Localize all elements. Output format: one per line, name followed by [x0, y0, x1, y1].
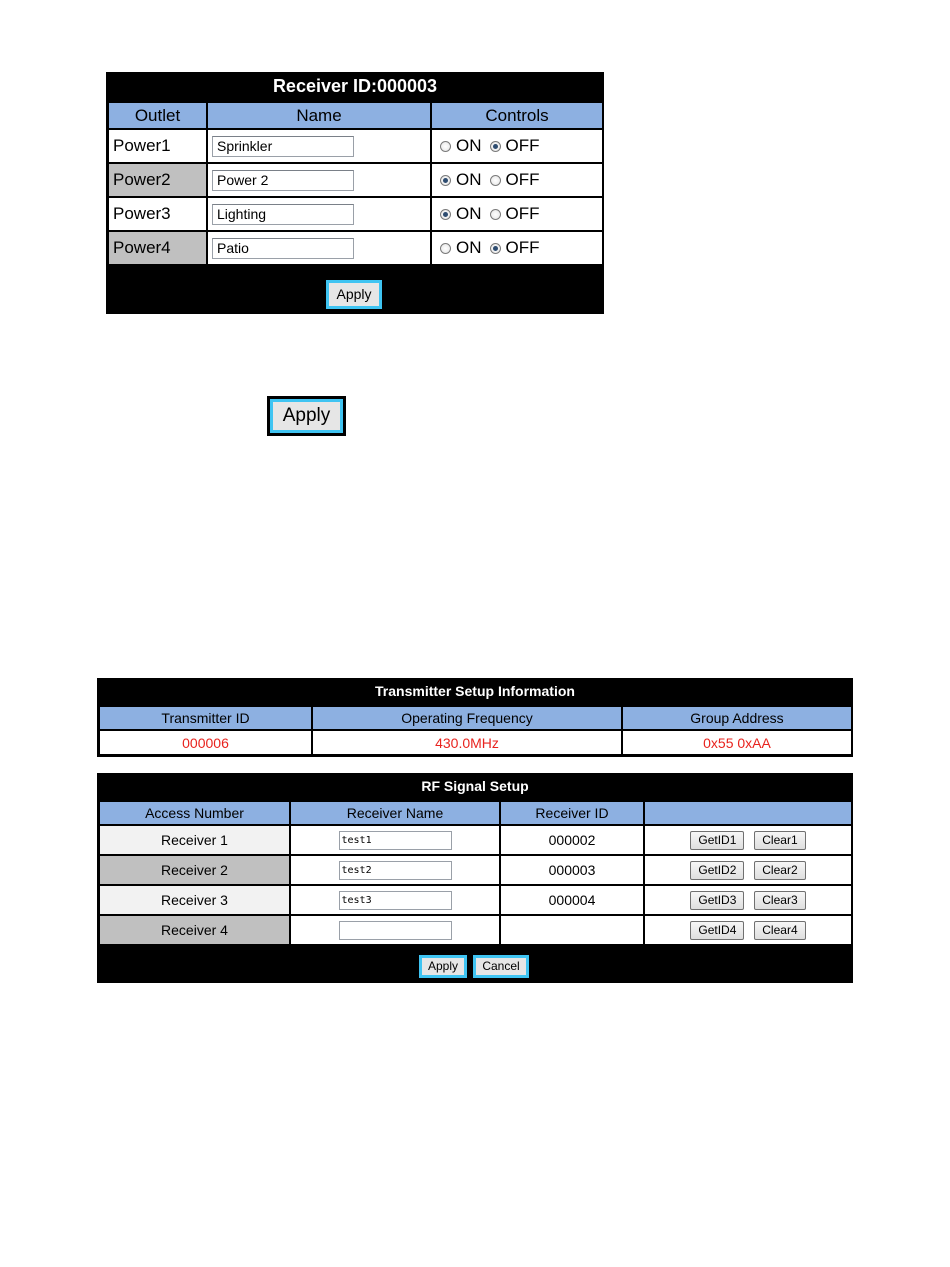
off-label: OFF	[505, 136, 540, 155]
receiver-id	[500, 915, 644, 945]
rf-table	[98, 800, 853, 946]
outlet-label: Power4	[108, 231, 207, 265]
outlet-label: Power1	[108, 129, 207, 163]
power-radio-group	[432, 204, 602, 224]
receiver-name-input[interactable]	[339, 861, 452, 880]
receiver-panel	[106, 72, 604, 314]
access-number: Receiver 4	[99, 915, 290, 945]
name-cell	[207, 129, 431, 163]
apply-button-frame	[267, 396, 346, 436]
power-radio-group	[432, 136, 602, 156]
actions-cell	[644, 855, 852, 885]
receiver-row	[99, 825, 852, 855]
outlet-row	[108, 197, 603, 231]
power-radio-group	[432, 238, 602, 258]
outlet-row	[108, 163, 603, 197]
power-radio-group	[432, 170, 602, 190]
rf-apply-button[interactable]: Apply	[419, 955, 467, 978]
outlet-name-input[interactable]	[212, 170, 354, 191]
rf-cancel-button[interactable]: Cancel	[473, 955, 529, 978]
name-cell	[207, 197, 431, 231]
getid-button[interactable]: GetID3	[690, 891, 744, 910]
clear-button[interactable]: Clear2	[754, 861, 805, 880]
transmitter-id-value: 000006	[99, 730, 312, 755]
getid-button[interactable]: GetID4	[690, 921, 744, 940]
receiver-id: 000004	[500, 885, 644, 915]
access-number: Receiver 2	[99, 855, 290, 885]
on-radio[interactable]	[440, 175, 451, 186]
transmitter-header-row	[99, 706, 852, 730]
transmitter-panel	[97, 678, 853, 757]
receiver-header-row	[108, 102, 603, 129]
on-label: ON	[456, 238, 482, 257]
actions-cell	[644, 915, 852, 945]
transmitter-value-row	[99, 730, 852, 755]
access-number-header: Access Number	[99, 801, 290, 825]
on-radio[interactable]	[440, 141, 451, 152]
on-radio[interactable]	[440, 243, 451, 254]
group-address-header: Group Address	[622, 706, 852, 730]
off-label: OFF	[505, 170, 540, 189]
off-radio[interactable]	[490, 209, 501, 220]
receiver-row	[99, 855, 852, 885]
receiver-id-header: Receiver ID	[500, 801, 644, 825]
receiver-title: Receiver ID:000003	[272, 76, 438, 96]
rf-panel	[97, 773, 853, 983]
receiver-id: 000003	[500, 855, 644, 885]
transmitter-id-header: Transmitter ID	[99, 706, 312, 730]
controls-cell	[431, 163, 603, 197]
getid-button[interactable]: GetID2	[690, 861, 744, 880]
outlet-name-input[interactable]	[212, 204, 354, 225]
clear-button[interactable]: Clear3	[754, 891, 805, 910]
on-label: ON	[456, 136, 482, 155]
clear-button[interactable]: Clear1	[754, 831, 805, 850]
off-radio[interactable]	[490, 243, 501, 254]
actions-header	[644, 801, 852, 825]
off-label: OFF	[505, 238, 540, 257]
actions-cell	[644, 885, 852, 915]
receiver-name-cell	[290, 855, 500, 885]
receiver-id: 000002	[500, 825, 644, 855]
getid-button[interactable]: GetID1	[690, 831, 744, 850]
controls-cell	[431, 231, 603, 265]
receiver-row	[99, 885, 852, 915]
transmitter-title: Transmitter Setup Information	[375, 683, 575, 699]
receiver-row	[99, 915, 852, 945]
outlet-row	[108, 231, 603, 265]
apply-button[interactable]: Apply	[270, 399, 343, 433]
outlet-name-input[interactable]	[212, 136, 354, 157]
outlet-row	[108, 129, 603, 163]
frequency-value: 430.0MHz	[312, 730, 622, 755]
group-address-value: 0x55 0xAA	[622, 730, 852, 755]
receiver-name-cell	[290, 825, 500, 855]
transmitter-table	[98, 705, 853, 756]
outlet-label: Power3	[108, 197, 207, 231]
receiver-table	[107, 101, 604, 266]
on-radio[interactable]	[440, 209, 451, 220]
controls-header: Controls	[431, 102, 603, 129]
frequency-header: Operating Frequency	[312, 706, 622, 730]
controls-cell	[431, 197, 603, 231]
receiver-name-input[interactable]	[339, 831, 452, 850]
on-label: ON	[456, 204, 482, 223]
receiver-name-input[interactable]	[339, 891, 452, 910]
off-radio[interactable]	[490, 141, 501, 152]
outlet-name-input[interactable]	[212, 238, 354, 259]
receiver-name-cell	[290, 915, 500, 945]
outlet-label: Power2	[108, 163, 207, 197]
access-number: Receiver 1	[99, 825, 290, 855]
on-label: ON	[456, 170, 482, 189]
rf-title: RF Signal Setup	[421, 778, 529, 794]
clear-button[interactable]: Clear4	[754, 921, 805, 940]
receiver-name-header: Receiver Name	[290, 801, 500, 825]
receiver-name-cell	[290, 885, 500, 915]
actions-cell	[644, 825, 852, 855]
name-cell	[207, 163, 431, 197]
rf-header-row	[99, 801, 852, 825]
access-number: Receiver 3	[99, 885, 290, 915]
controls-cell	[431, 129, 603, 163]
off-label: OFF	[505, 204, 540, 223]
name-header: Name	[207, 102, 431, 129]
receiver-apply-button[interactable]: Apply	[326, 280, 382, 309]
off-radio[interactable]	[490, 175, 501, 186]
name-cell	[207, 231, 431, 265]
outlet-header: Outlet	[108, 102, 207, 129]
receiver-name-input[interactable]	[339, 921, 452, 940]
